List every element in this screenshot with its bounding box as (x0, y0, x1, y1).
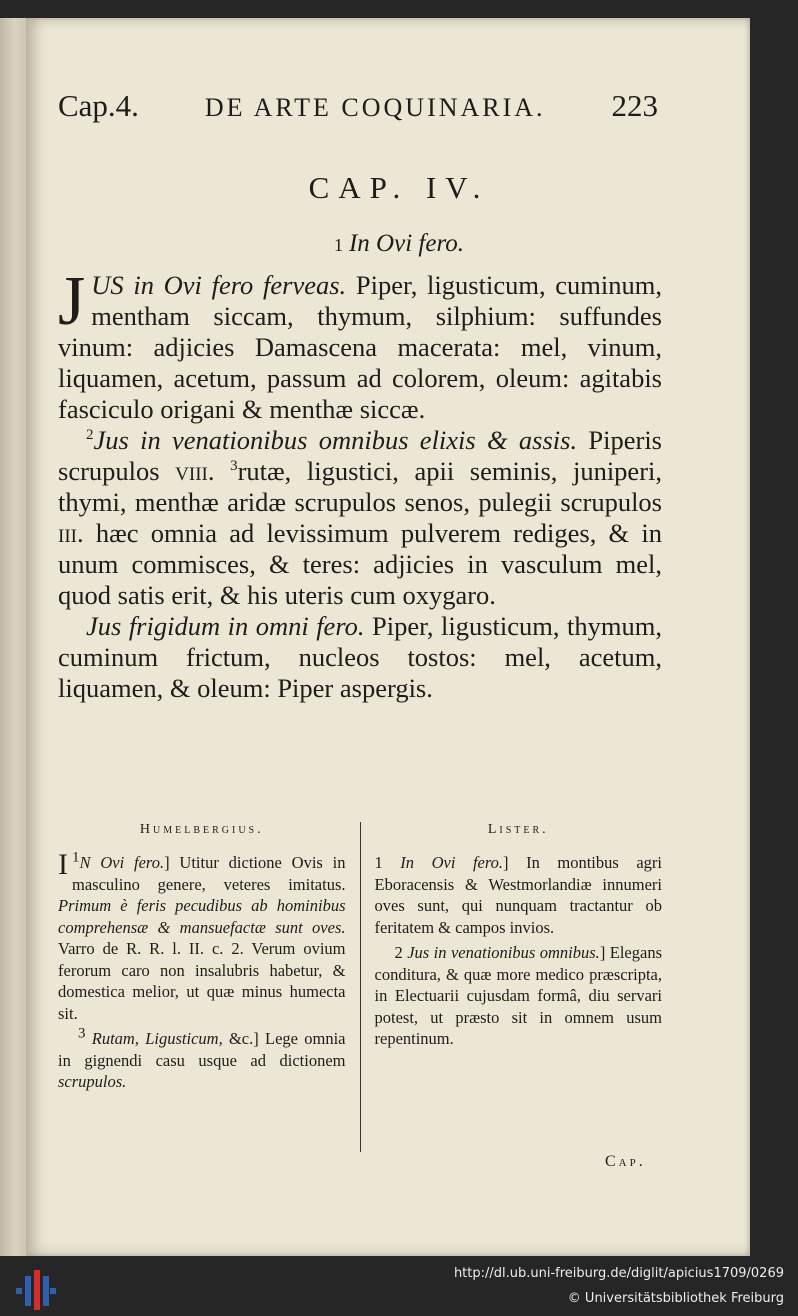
document-url[interactable]: http://dl.ub.uni-freiburg.de/diglit/apicius1709/0269 (453, 1266, 784, 1281)
viewer-footer (0, 1256, 798, 1316)
note-left-1-text-b: Varro de R. R. l. II. c. 2. Verum ovium ferorum caro non insalubris habetur, & domestica melior, ut quæ minus humecta sit. (58, 939, 346, 1023)
note-right-2 (375, 942, 663, 1050)
note-right-1 (375, 852, 663, 938)
running-head-title: DE ARTE COQUINARIA. (204, 93, 546, 122)
drop-cap: J (58, 263, 86, 340)
paragraph-3-text: Piper, ligusticum, thymum, cuminum frictum, nucleos tostos: mel, acetum, liquamen, & oleum: Piper aspergis. (58, 611, 662, 703)
note-left-1-number: 1 (72, 849, 80, 866)
notes-heading-left: Humelbergius. (139, 822, 264, 837)
note-left-2-text: &c.] Lege omnia in gignendi casu usque ad dictionem (58, 1029, 346, 1070)
notes-column-humelbergius (58, 822, 360, 1152)
paragraph-2-text-b: rutæ, ligustici, apii seminis, juniperi, thymi, menthæ aridæ scrupulos senos, pulegii scrupulos (58, 456, 663, 517)
running-head-chapter: Cap.4. (58, 88, 139, 123)
paragraph-1 (58, 263, 662, 425)
numeral-iii: iii. (58, 518, 84, 548)
note-right-2-lemma: Jus in venationibus omnibus. (407, 943, 600, 962)
notes-column-lister (360, 822, 663, 1152)
chapter-heading: CAP. IV. (308, 170, 490, 205)
copyright-notice: © Universitätsbibliothek Freiburg (567, 1291, 784, 1306)
paragraph-2-text-c: hæc omnia ad levissimum pulverem rediges, & in unum commisces, & teres: adjicies in vasculum mel, quod satis erit, & his uteris cum oxygaro. (58, 518, 662, 610)
note-left-2 (58, 1025, 346, 1093)
running-head (58, 88, 658, 124)
notes-heading-right: Lister. (487, 822, 549, 837)
note-right-2-text: ] Elegans conditura, & quæ more medico præscripta, in Electuarii cujusdam formâ, diu servari potest, ut præsto sit in omnem usum repentinum. (374, 943, 663, 1048)
recipe-title-3: Jus frigidum in omni fero. (86, 611, 365, 641)
paragraph-3 (58, 611, 662, 704)
note-right-1-number: 1 (374, 853, 383, 872)
footnote-ref-3: 3 (230, 458, 238, 475)
note-drop-cap: I (58, 848, 68, 881)
note-left-1-lemma: N Ovi fero. (79, 853, 165, 872)
note-left-1-text-a: ] Utitur dictione Ovis in masculino genere, veteres imitatus. (72, 853, 346, 894)
note-left-2-number: 3 (78, 1025, 86, 1042)
note-left-2-lemma: Rutam, Ligusticum, (91, 1029, 223, 1048)
main-text (58, 263, 663, 704)
recipe-title-1: US in Ovi fero ferveas. (91, 270, 347, 300)
ub-freiburg-logo-icon[interactable] (16, 1268, 56, 1312)
paragraph-2 (58, 425, 662, 611)
note-right-1-lemma: In Ovi fero. (400, 853, 504, 872)
note-right-1-text: ] In montibus agri Eboracensis & Westmorlandiæ innumeri oves sunt, qui nunquam tractantur ob feritatem & campos invios. (374, 853, 662, 937)
section-title-text: In Ovi fero. (348, 230, 464, 257)
note-left-1-quote: Primum è feris pecudibus ab hominibus comprehensæ & mansuefactæ sunt oves. (58, 896, 346, 937)
notes-section (58, 822, 662, 1152)
numeral-viii: viii. (175, 456, 215, 486)
paragraph-2-text-a: Piperis scrupulos (58, 425, 662, 486)
page-number: 223 (611, 88, 658, 123)
footnote-ref-2: 2 (86, 427, 94, 444)
paragraph-1-text: Piper, ligusticum, cuminum, mentham siccam, thymum, silphium: suffundes vinum: adjicies Damascena macerata: mel, vinum, liquamen, acetum, passum ad colorem, oleum: agitabis fasciculo origani & menthæ siccæ. (58, 270, 662, 424)
recipe-title-2: Jus in venationibus omnibus elixis & assis. (93, 425, 578, 455)
catchword: Cap. (605, 1153, 646, 1170)
section-title (0, 230, 798, 258)
note-right-2-number: 2 (394, 943, 403, 962)
note-left-1 (58, 848, 346, 1024)
note-left-2-end: scrupulos. (58, 1072, 127, 1091)
section-number: 1 (333, 235, 343, 255)
